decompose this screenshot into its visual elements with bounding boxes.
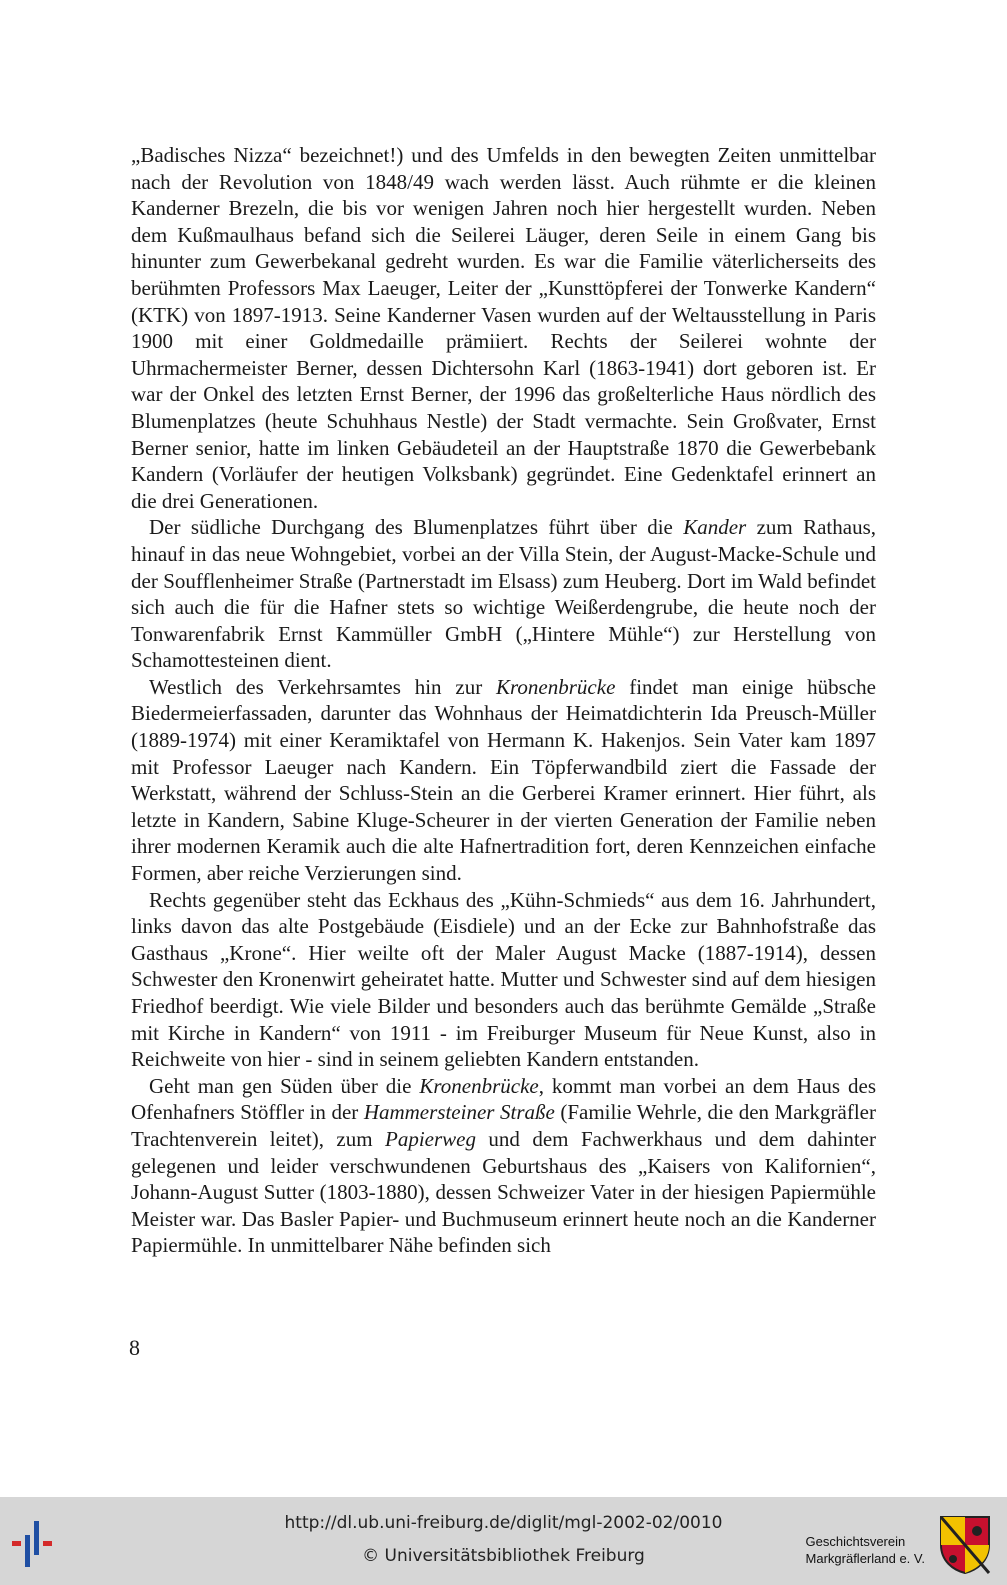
society-line-2: Markgräflerland e. V. [805,1551,925,1566]
coat-of-arms-icon [939,1515,991,1575]
text-span: und dem Fachwerkhaus und dem dahinter gelegenen und leider verschwundenen Geburtshaus des „Kaisers von Kalifornien“, Johann-August Sutter (1803-1880), dessen Schweizer Vater in der hiesigen Papiermühle Meister war. Das Basler Papier- und Buchmuseum erinnert heute noch an die Kanderner Papiermühle. In unmittelbarer Nähe befinden sich [131,1126,876,1258]
permalink-url[interactable]: http://dl.ub.uni-freiburg.de/diglit/mgl-2002-02/0010 [284,1513,723,1533]
italic-term: Kronenbrücke [419,1073,539,1098]
society-name [806,1533,925,1567]
paragraph-3 [131,674,876,887]
page-number: 8 [129,1335,140,1360]
copyright-notice: © Universitätsbibliothek Freiburg [362,1546,645,1566]
paragraph-5 [131,1073,876,1259]
text-span: Geht man gen Süden über die [149,1073,420,1098]
text-span: zum Rathaus, hinauf in das neue Wohngebiet, vorbei an der Villa Stein, der August-Macke-Schule und der Soufflenheimer Straße (Partnerstadt im Elsass) zum Heuberg. Dort im Wald befindet sich auch die für die Hafner stets so wichtige Weißerdengrube, die heute noch der Tonwarenfabrik Ernst Kammüller GmbH („Hintere Mühle“) zur Herstellung von Schamottesteinen dient. [131,515,876,673]
paragraph-2 [131,514,876,674]
italic-term: Kander [683,515,747,540]
text-span: Der südliche Durchgang des Blumenplatzes führt über die [149,515,684,540]
italic-term: Hammersteiner Straße [363,1100,555,1125]
italic-term: Papierweg [385,1126,476,1151]
page-body [131,142,876,1259]
paragraph-4: Rechts gegenüber steht das Eckhaus des „Kühn-Schmieds“ aus dem 16. Jahrhundert, links davon das alte Postgebäude (Eisdiele) und an der Ecke zur Bahnhofstraße das Gasthaus „Krone“. Hier weilte oft der Maler August Macke (1887-1914), dessen Schwester den Kronenwirt geheiratet hatte. Mutter und Schwester sind auf dem hiesigen Friedhof beerdigt. Wie viele Bilder und besonders auch das berühmte Gemälde „Straße mit Kirche in Kandern“ von 1911 - im Freiburger Museum für Neue Kunst, also in Reichweite von hier - sind in seinem geliebten Kandern entstanden. [131,887,876,1072]
text-span: findet man einige hübsche Biedermeierfassaden, darunter das Wohnhaus der Heimatdichterin Ida Preusch-Müller (1889-1974) mit einer Keramiktafel von Hermann K. Hakenjos. Sein Vater kam 1897 mit Professor Laeuger nach Kandern. Ein Töpferwandbild ziert die Fassade der Werkstatt, während der Schluss-Stein an die Gerberei Kramer erinnert. Hier führt, als letzte in Kandern, Sabine Kluge-Scheurer in der vierten Generation der Familie neben ihrer modernen Keramik auch die alte Hafnertradition fort, deren Kennzeichen einfache Formen, aber reiche Verzierungen sind. [131,674,877,886]
text-span: Westlich des Verkehrsamtes hin zur [149,674,497,699]
italic-term: Kronenbrücke [496,674,616,699]
paragraph-1: „Badisches Nizza“ bezeichnet!) und des Umfelds in den bewegten Zeiten unmittelbar nach der Revolution von 1848/49 wach werden lässt. Auch rühmte er die kleinen Kanderner Brezeln, die bis vor wenigen Jahren noch hier hergestellt wurden. Neben dem Kußmaulhaus befand sich die Seilerei Läuger, deren Seile in einem Gang bis hinunter zum Gewerbekanal gedreht wurden. Es war die Familie väterlicherseits des berühmten Professors Max Laeuger, Leiter der „Kunsttöpferei der Tonwerke Kandern“ (KTK) von 1897-1913. Seine Kanderner Vasen wurden auf der Weltausstellung in Paris 1900 mit einer Goldmedaille prämiiert. Rechts der Seilerei wohnte der Uhrmachermeister Berner, dessen Dichtersohn Karl (1863-1941) dort geboren ist. Er war der Onkel des letzten Ernst Berner, der 1996 das großelterliche Haus nördlich des Blumenplatzes (heute Schuhhaus Nestle) der Stadt vermachte. Sein Großvater, Ernst Berner senior, hatte im linken Gebäudeteil an der Hauptstraße 1870 die Gewerbebank Kandern (Vorläufer der heutigen Volksbank) gegründet. Eine Gedenktafel erinnert an die drei Generationen. [131,143,876,513]
text-span: (Familie Wehrle, die den Markgräfler Trachtenverein leitet), zum [131,1100,876,1151]
society-line-1: Geschichtsverein [805,1534,906,1549]
footer-bar [0,1497,1007,1585]
text-span: , kommt man vorbei an dem Haus des Ofenhafners Stöffler in der [131,1073,876,1125]
